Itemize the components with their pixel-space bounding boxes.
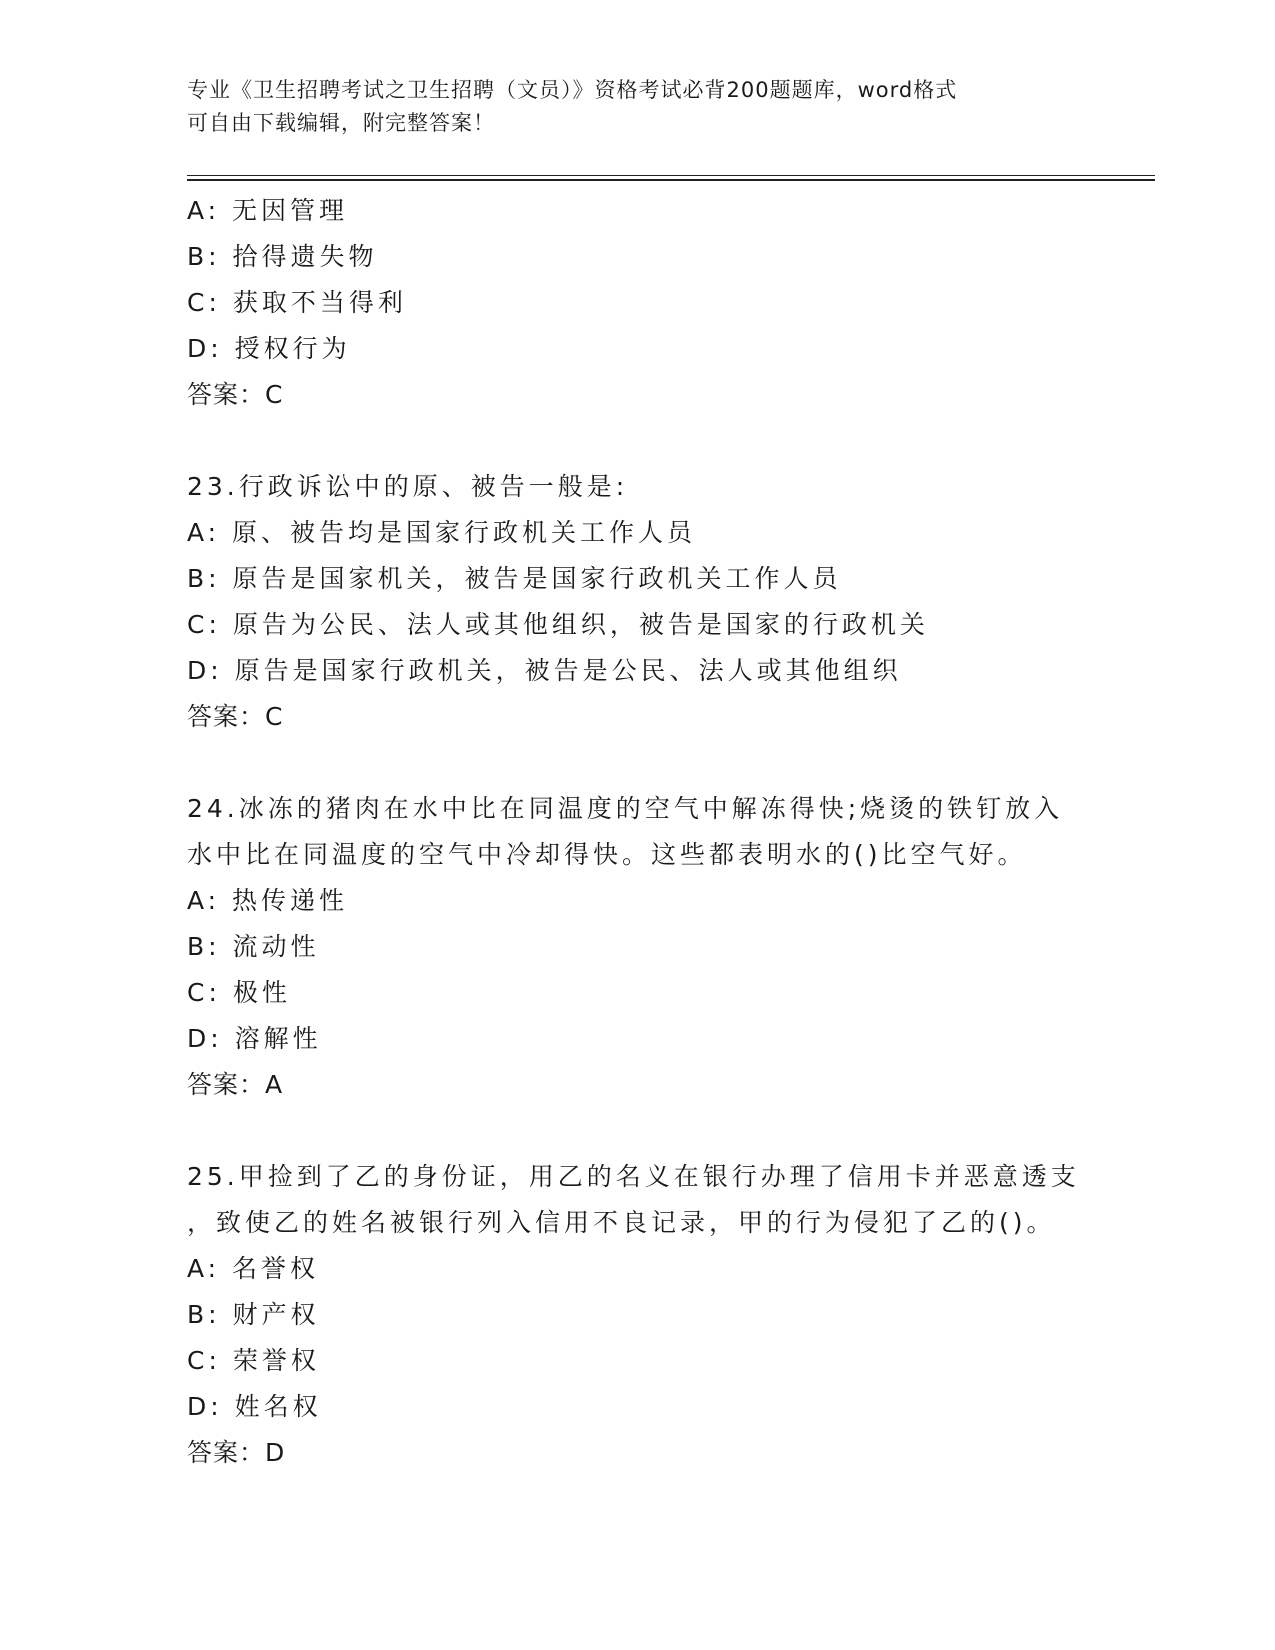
spacer bbox=[187, 418, 1087, 464]
question-block bbox=[187, 786, 1087, 1108]
question-block bbox=[187, 188, 1087, 418]
option-a: A: 名誉权 bbox=[187, 1254, 320, 1283]
document-header bbox=[187, 74, 1067, 140]
question-block bbox=[187, 464, 1087, 740]
question-text-line-1: 25.甲捡到了乙的身份证，用乙的名义在银行办理了信用卡并恶意透支 bbox=[187, 1162, 1080, 1191]
option-d: D: 授权行为 bbox=[187, 334, 351, 363]
question-text-line-2: ，致使乙的姓名被银行列入信用不良记录，甲的行为侵犯了乙的()。 bbox=[187, 1208, 1056, 1237]
answer: 答案：C bbox=[187, 380, 284, 409]
option-d: D: 姓名权 bbox=[187, 1392, 322, 1421]
option-b: B: 拾得遗失物 bbox=[187, 242, 378, 271]
option-d: D: 溶解性 bbox=[187, 1024, 322, 1053]
option-c: C: 原告为公民、法人或其他组织，被告是国家的行政机关 bbox=[187, 610, 929, 639]
option-d: D: 原告是国家行政机关，被告是公民、法人或其他组织 bbox=[187, 656, 902, 685]
answer: 答案：C bbox=[187, 702, 284, 731]
question-text-line-2: 水中比在同温度的空气中冷却得快。这些都表明水的()比空气好。 bbox=[187, 840, 1027, 869]
header-line-1: 专业《卫生招聘考试之卫生招聘（文员）》资格考试必背200题题库，word格式 bbox=[187, 78, 958, 102]
option-c: C: 极性 bbox=[187, 978, 291, 1007]
header-line-2: 可自由下载编辑，附完整答案！ bbox=[187, 111, 495, 135]
spacer bbox=[187, 1108, 1087, 1154]
question-block bbox=[187, 1154, 1087, 1476]
option-c: C: 荣誉权 bbox=[187, 1346, 320, 1375]
option-b: B: 原告是国家机关，被告是国家行政机关工作人员 bbox=[187, 564, 842, 593]
option-a: A: 原、被告均是国家行政机关工作人员 bbox=[187, 518, 697, 547]
answer: 答案：A bbox=[187, 1070, 284, 1099]
question-text-line-1: 24.冰冻的猪肉在水中比在同温度的空气中解冻得快;烧烫的铁钉放入 bbox=[187, 794, 1064, 823]
header-rule-thick bbox=[187, 179, 1155, 181]
answer: 答案：D bbox=[187, 1438, 286, 1467]
option-b: B: 财产权 bbox=[187, 1300, 320, 1329]
question-text: 23.行政诉讼中的原、被告一般是: bbox=[187, 472, 629, 501]
option-b: B: 流动性 bbox=[187, 932, 320, 961]
spacer bbox=[187, 740, 1087, 786]
header-rule-thin bbox=[187, 175, 1155, 176]
option-a: A: 无因管理 bbox=[187, 196, 349, 225]
option-c: C: 获取不当得利 bbox=[187, 288, 407, 317]
question-list bbox=[187, 188, 1087, 1476]
option-a: A: 热传递性 bbox=[187, 886, 349, 915]
